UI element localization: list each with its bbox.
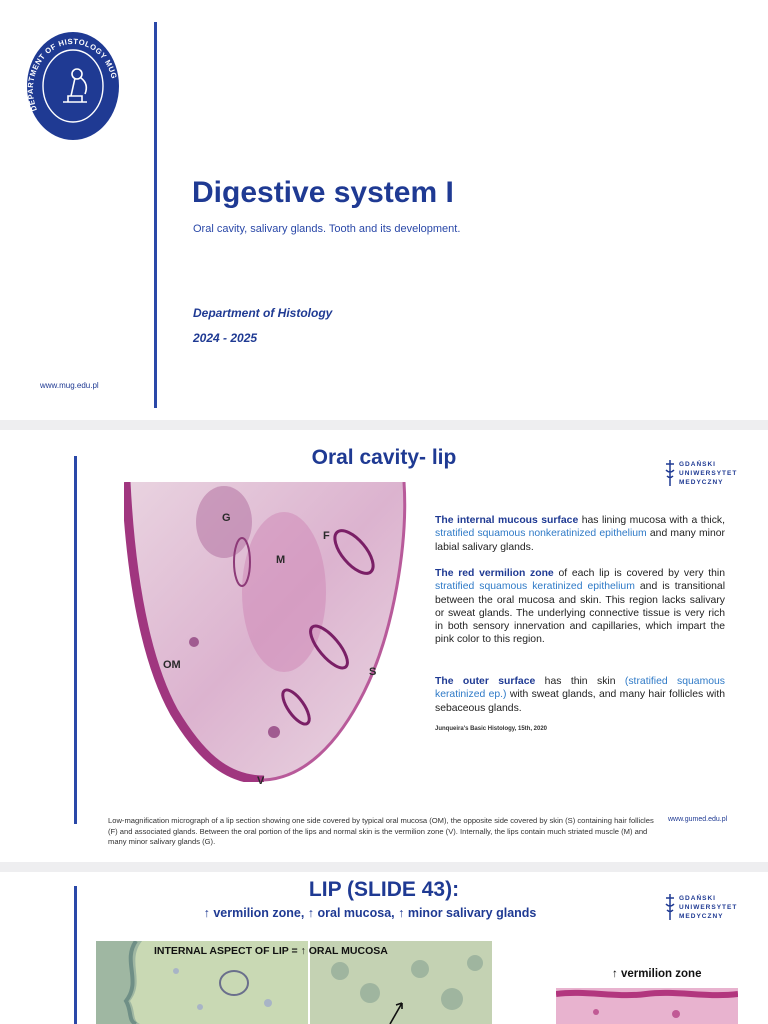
- website-link[interactable]: www.gumed.edu.pl: [668, 816, 728, 823]
- slide-title: LIP (SLIDE 43):: [308, 878, 460, 901]
- svg-text:DEPARTMENT OF HISTOLOGY MUG: DEPARTMENT OF HISTOLOGY MUG: [25, 36, 119, 113]
- label-g: G: [222, 512, 231, 524]
- figure-caption: Low-magnification micrograph of a lip section showing one side covered by typical oral mucosa (OM), the opposite side covered by skin (S) containing hair follicles (F) and associated glands. Between the oral portion of the lips and normal skin is the vermilion zone (V). Internally, the lips contain much striated muscle (M) and many minor salivary glands (G).: [108, 816, 654, 846]
- label-s: S: [369, 666, 377, 678]
- label-v: V: [257, 775, 265, 787]
- presentation-title: Digestive system I: [192, 176, 454, 209]
- department-logo: [25, 30, 121, 142]
- vermilion-zone-paragraph: The red vermilion zone of each lip is covered by very thin stratified squamous keratinized epithelium and is transitional between the oral mucosa and skin. This region lacks salivary or sweat glands. The underlying connective tissue is very rich in both sensory innervation and capillaries, which impart the pink color to this region.: [435, 568, 726, 646]
- label-f: F: [323, 530, 330, 542]
- slide-divider-line: [74, 456, 77, 824]
- internal-surface-paragraph: The internal mucous surface has lining mucosa with a thick, stratified squamous nonkeratinized epithelium and many minor labial salivary glands.: [435, 515, 725, 553]
- slide-title: Oral cavity- lip: [311, 446, 457, 469]
- university-emblem-icon: [664, 458, 676, 488]
- university-logo: GDAŃSKI UNIWERSYTET MEDYCZNY: [664, 458, 754, 492]
- university-logo: GDAŃSKI UNIWERSYTET MEDYCZNY: [664, 892, 754, 926]
- vermilion-zone-micrograph: [556, 988, 738, 1024]
- presentation-subtitle: Oral cavity, salivary glands. Tooth and its development.: [193, 223, 461, 235]
- internal-aspect-label: INTERNAL ASPECT OF LIP = ↑ ORAL MUCOSA: [154, 945, 388, 957]
- academic-year: 2024 - 2025: [193, 331, 258, 345]
- label-m: M: [276, 554, 286, 566]
- title-slide: [0, 0, 768, 420]
- department-name: Department of Histology: [193, 306, 333, 320]
- slide-subtitle: ↑ vermilion zone, ↑ oral mucosa, ↑ minor salivary glands: [203, 906, 537, 920]
- slide-gap: [0, 862, 768, 872]
- website-link[interactable]: www.mug.edu.pl: [40, 381, 99, 390]
- outer-surface-paragraph: The outer surface has thin skin (stratified squamous keratinized ep.) with sweat glands, and many hair follicles with sebaceous glands.: [435, 676, 725, 714]
- vermilion-zone-label: ↑ vermilion zone: [612, 968, 702, 980]
- citation: Junqueira's Basic Histology, 15th, 2020: [435, 726, 548, 732]
- lip-micrograph: [124, 482, 408, 782]
- lip-slide-43: [0, 872, 768, 1024]
- slide-gap: [0, 420, 768, 430]
- label-om: OM: [163, 659, 181, 671]
- university-emblem-icon: [664, 892, 676, 922]
- lip-overview-slide: [0, 430, 768, 862]
- slide-divider-line: [154, 22, 157, 408]
